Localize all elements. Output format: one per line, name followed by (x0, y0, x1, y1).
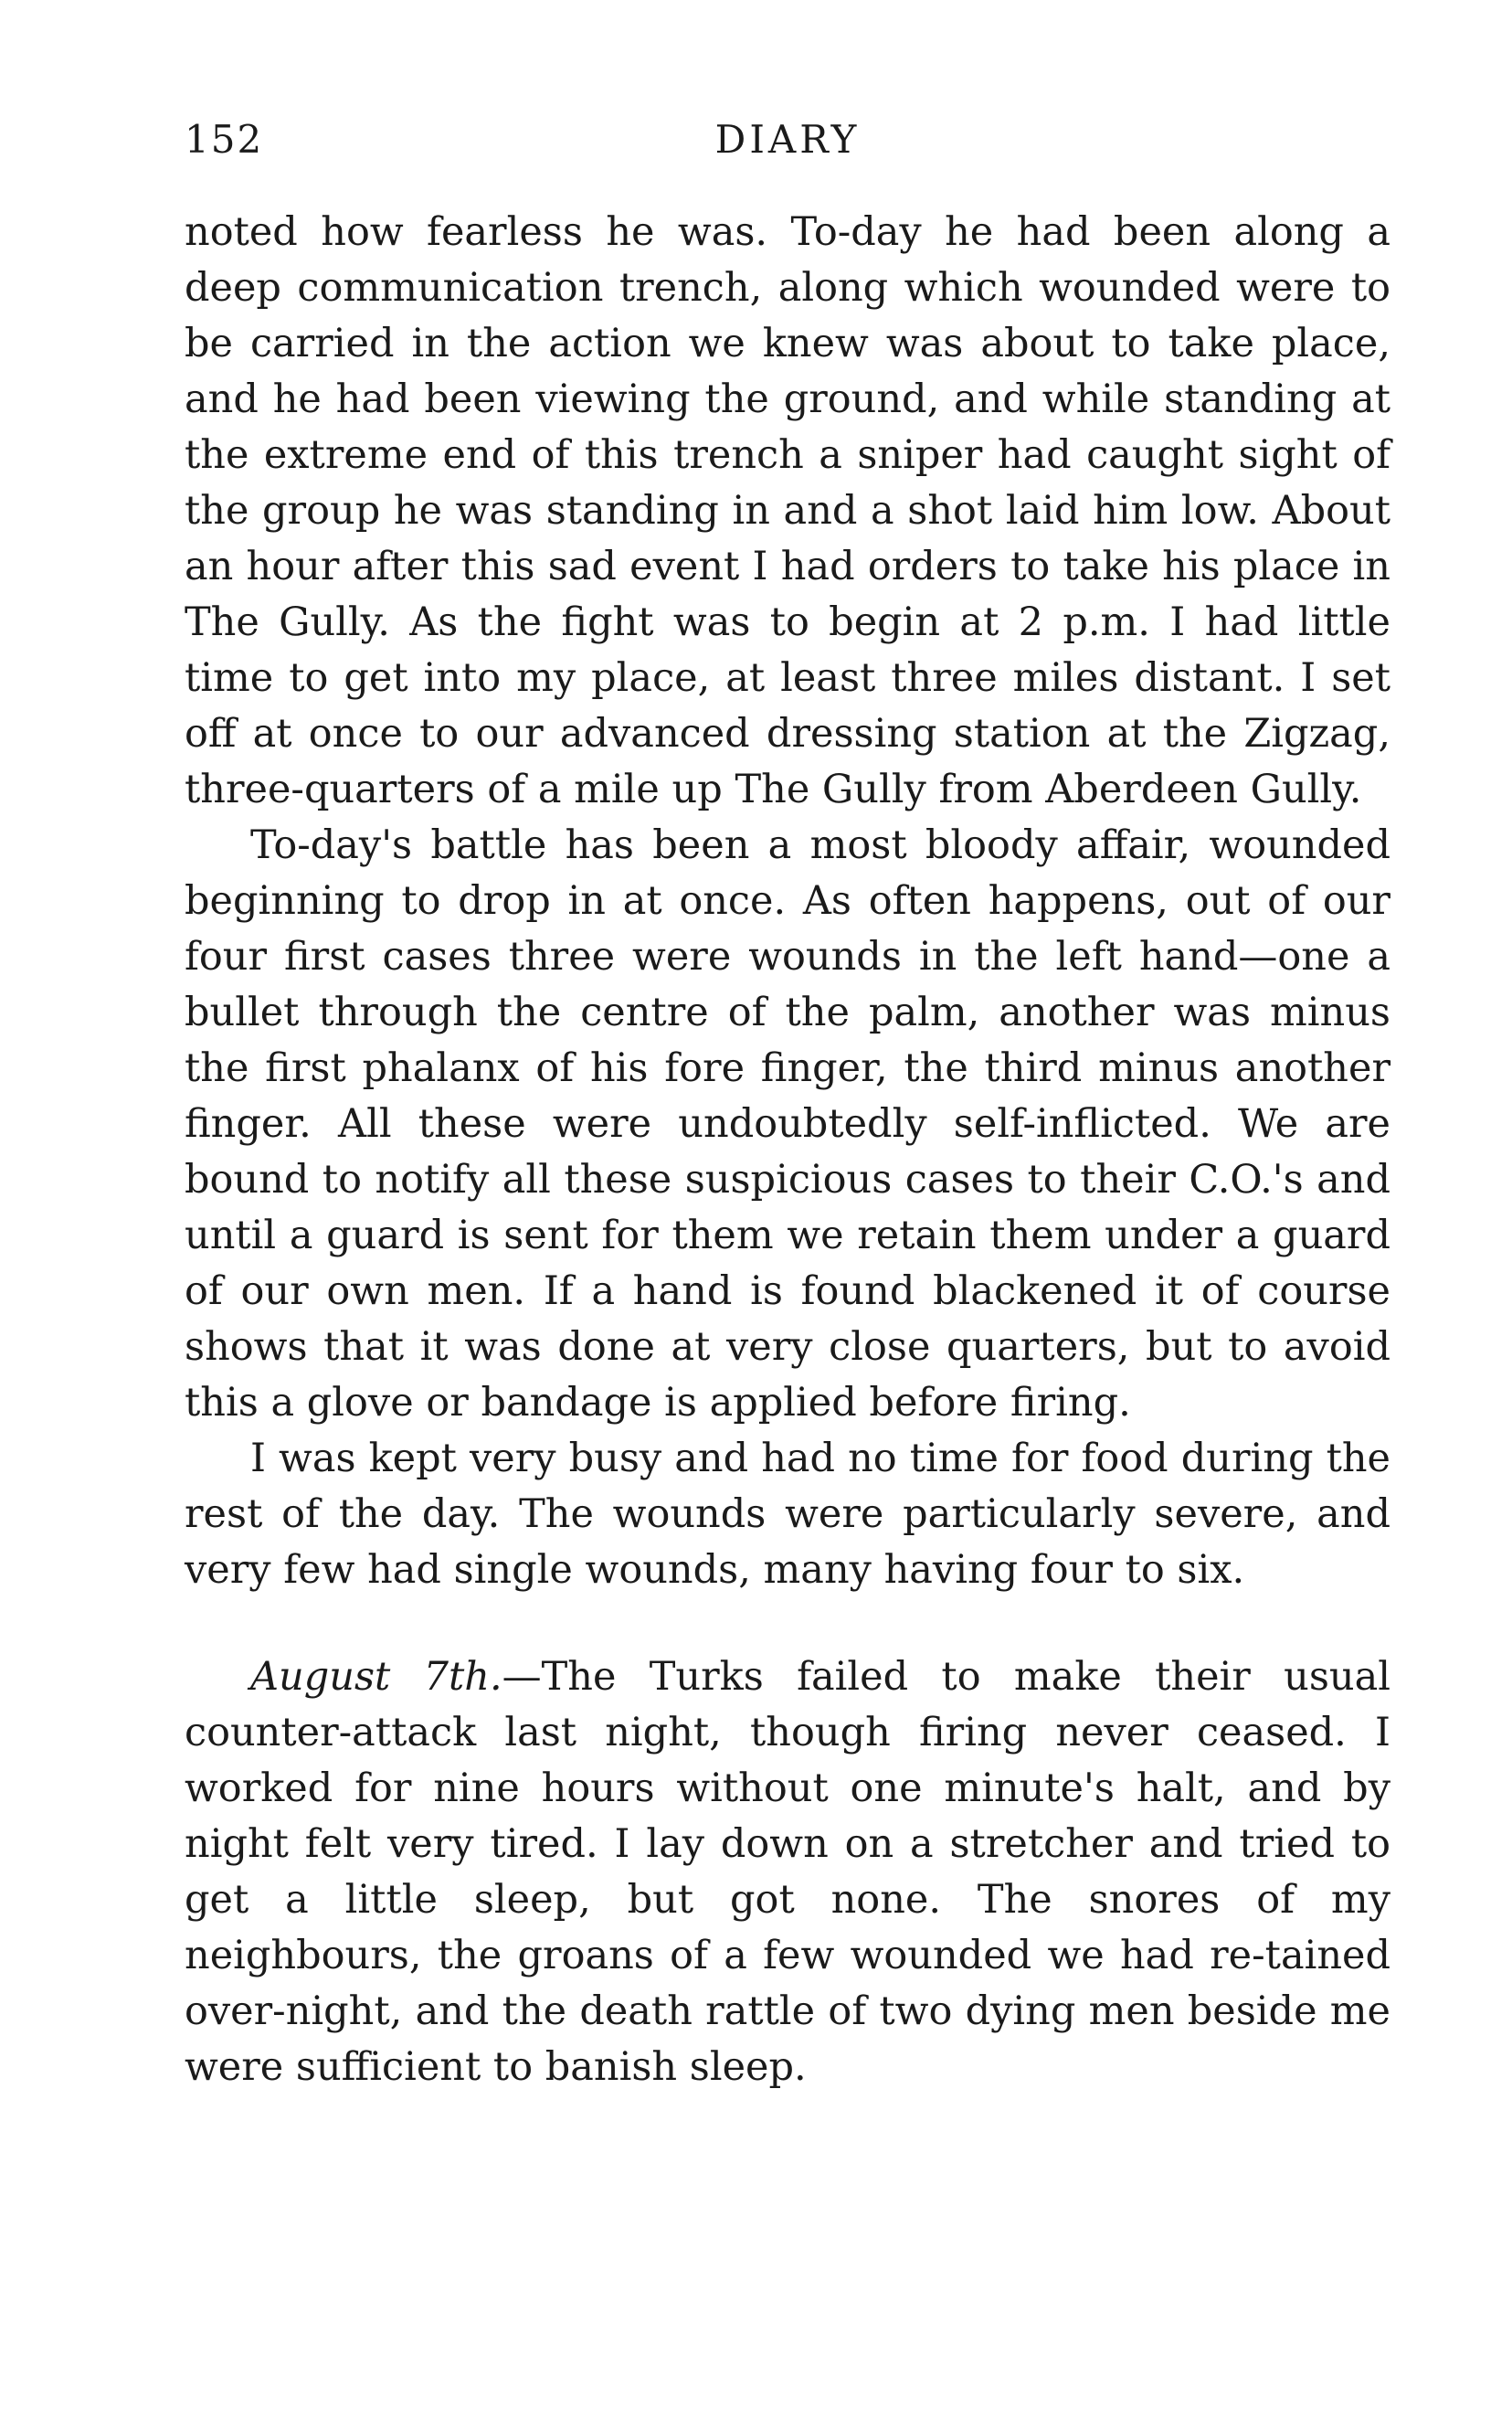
page-number: 152 (185, 117, 264, 162)
diary-entry-august-7 (185, 1649, 1390, 2095)
running-title: DIARY (714, 117, 861, 162)
entry-text: —The Turks failed to make their usual counter-attack last night, though firing never ceased. I worked for nine hours without one minute's halt, and by night felt very tired. I lay down on a stretcher and tried to get a little sleep, but got none. The snores of my neighbours, the groans of a few wounded we had re-tained over-night, and the death rattle of two dying men beside me were sufficient to banish sleep. (185, 1654, 1390, 2090)
paragraph-continued: noted how fearless he was. To-day he had been along a deep communication trench, along which wounded were to be carried in the action we knew was about to take place, and he had been viewing the ground, and while standing at the extreme end of this trench a sniper had caught sight of the group he was standing in and a shot laid him low. About an hour after this sad event I had orders to take his place in The Gully. As the fight was to begin at 2 p.m. I had little time to get into my place, at least three miles distant. I set off at once to our advanced dressing station at the Zigzag, three-quarters of a mile up The Gully from Aberdeen Gully. (185, 209, 1390, 812)
running-head (185, 117, 1390, 168)
paragraph-battle: To-day's battle has been a most bloody affair, wounded beginning to drop in at once. As often happens, out of our four first cases three were wounds in the left hand—one a bullet through the centre of the palm, another was minus the first phalanx of his fore finger, the third minus another finger. All these were undoubtedly self-inflicted. We are bound to notify all these suspicious cases to their C.O.'s and until a guard is sent for them we retain them under a guard of our own men. If a hand is found blackened it of course shows that it was done at very close quarters, but to avoid this a glove or bandage is applied before firing. (185, 822, 1390, 1426)
body-text (185, 205, 1390, 2095)
entry-date: August 7th. (250, 1654, 502, 1700)
paragraph-busy: I was kept very busy and had no time for food during the rest of the day. The wounds were particularly severe, and very few had single wounds, many having four to six. (185, 1436, 1390, 1593)
